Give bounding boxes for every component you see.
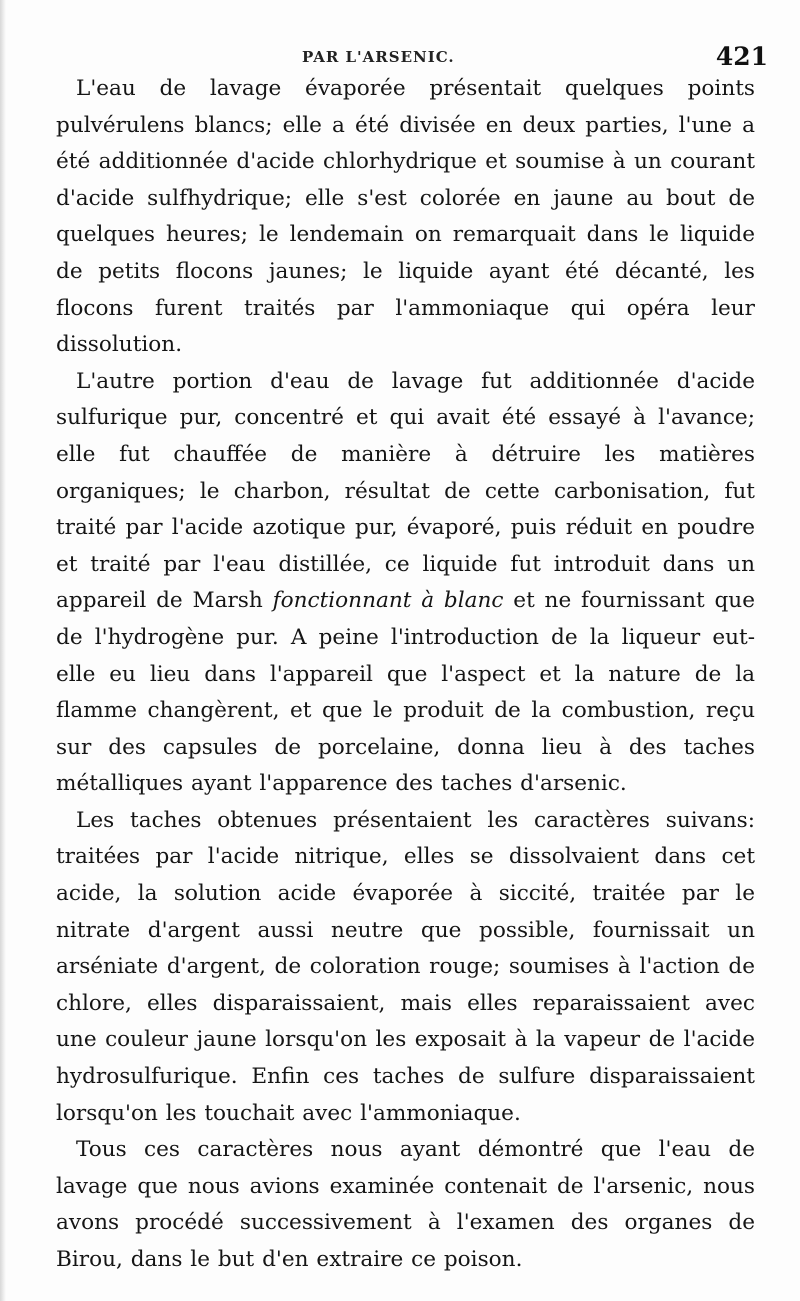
paragraph-1: L'eau de lavage évaporée présentait quelques points pulvérulens blancs; elle a été divisée en deux parties, l'une a été additionnée d'acide chlorhydrique et soumise à un courant d'acide sulfhydrique; elle s'est colorée en jaune au bout de quelques heures; le lendemain on remarquait dans le liquide de petits flocons jaunes; le liquide ayant été décanté, les flocons furent traités par l'ammoniaque qui opéra leur dissolution. bbox=[56, 76, 755, 358]
running-header-title: PAR L'ARSENIC. bbox=[302, 48, 455, 66]
paragraph-2-italic-phrase: fonctionnant à blanc bbox=[272, 588, 504, 614]
body-text bbox=[56, 71, 755, 1279]
page-edge-shadow bbox=[0, 0, 6, 1301]
paragraph-2 bbox=[56, 364, 755, 803]
running-header bbox=[56, 42, 774, 72]
page-number: 421 bbox=[715, 42, 768, 71]
paragraph-4: Tous ces caractères nous ayant démontré que l'eau de lavage que nous avions examinée contenait de l'arsenic, nous avons procédé successivement à l'examen des organes de Birou, dans le but d'en extraire ce poison. bbox=[56, 1137, 755, 1272]
paragraph-2-text-before: L'autre portion d'eau de lavage fut additionnée d'acide sulfurique pur, concentré et qui avait été essayé à l'avance; elle fut chauffée de manière à détruire les matières organiques; le charbon, résultat de cette carbonisation, fut traité par l'acide azotique pur, évaporé, puis réduit en poudre et traité par l'eau distillée, ce liquide fut introduit dans un appareil de Marsh bbox=[56, 368, 755, 614]
paragraph-2-text-after: et ne fournissant que de l'hydrogène pur. A peine l'introduction de la liqueur eut-elle eu lieu dans l'appareil que l'aspect et la nature de la flamme changèrent, et que le produit de la combustion, reçu sur des capsules de porcelaine, donna lieu à des taches métalliques ayant l'apparence des taches d'arsenic. bbox=[56, 588, 755, 797]
paragraph-3: Les taches obtenues présentaient les caractères suivans: traitées par l'acide nitrique, elles se dissolvaient dans cet acide, la solution acide évaporée à siccité, traitée par le nitrate d'argent aussi neutre que possible, fournissait un arséniate d'argent, de coloration rouge; soumises à l'action de chlore, elles disparaissaient, mais elles reparaissaient avec une couleur jaune lorsqu'on les exposait à la vapeur de l'acide hydrosulfurique. Enfin ces taches de sulfure disparaissaient lorsqu'on les touchait avec l'ammoniaque. bbox=[56, 807, 755, 1126]
